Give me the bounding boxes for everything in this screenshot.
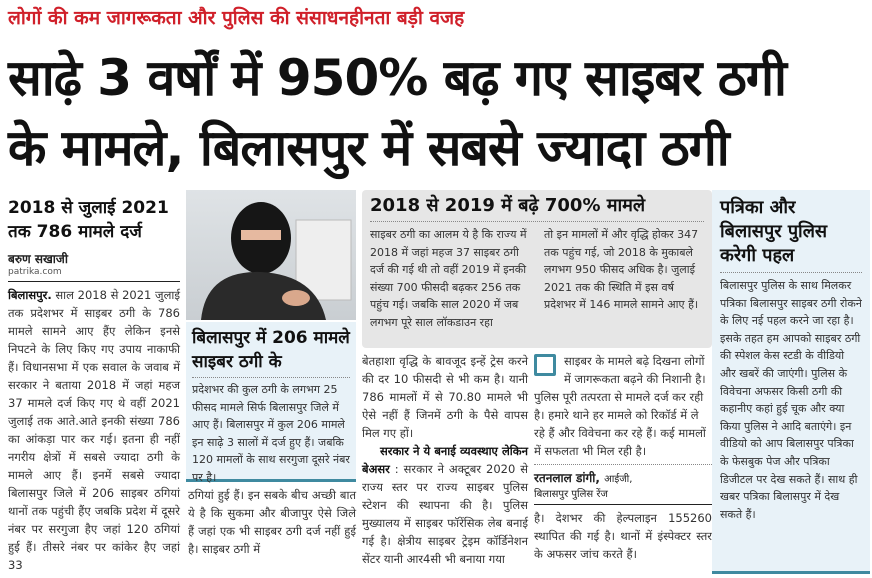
patrika-initiative-body: बिलासपुर पुलिस के साथ मिलकर पत्रिका बिलासपुर साइबर ठगी रोकने के लिए नई पहल करने जा रहा है। इसके तहत हम आपको साइबर ठगी की स्पेशल केस स्टडी के वीडियो और खबरें की जाएंगी। पुलिस के विवेचना अफसर किसी ठगी की कहानीए कहां हुई चूक और क्या किया पुलिस ने आदि बताएंगे। इन वीडियो को आप बिलासपुर पत्रिका के फेसबुक पेज और पत्रिका डिजीटल पर देख सकते हैं। साथ ही खबर पत्रिका बिलासपुर में देख सकते हैं। bbox=[720, 279, 862, 521]
left-subheading: 2018 से जुलाई 2021 तक 786 मामले दर्ज bbox=[8, 198, 169, 242]
dateline: बिलासपुर. bbox=[8, 288, 52, 302]
left-body-text: साल 2018 से 2021 जुलाई तक प्रदेशभर में साइबर ठगी के 786 मामले सामने आए हैंए लेकिन इनसे निपटने के लिए किए गए उपाय नाकाफी हैं। विधानसभा में एक सवाल के जवाब में सरकार ने बताया 2018 में जहां महज 37 मामले दर्ज किए गए थे वहीं 2021 जुलाई तक आते.आते इनकी संख्या 786 का आंकड़ा पार कर गई। इतना ही नहीं नगरीय क्षेत्रों में सबसे ज्यादा ठगी के मामले आए हैं। इनमें सबसे ज्यादा बिलासपुर जिले में 206 साइबर ठगियां थानों तक पहुंची हैंए जबकि प्रदेश में दूसरे नंबर पर सरगुजा हैए जहां 120 ठगियां हुई हैं। तीसरे नंबर पर कांकेर हैए जहां 33 bbox=[8, 288, 180, 572]
middle-subheading: सरकार ने ये बनाई व्यवस्थाए लेकिन बेअसर bbox=[362, 444, 528, 476]
hacker-photo bbox=[186, 190, 356, 320]
left-column bbox=[8, 196, 180, 574]
growth-box-title: 2018 से 2019 में बढ़े 700% मामले bbox=[370, 194, 704, 222]
quote-after-text: है। देशभर की हेल्पलाइन 155260 स्थापित की गई है। थानों में इंस्पेक्टर स्तर के अफसर जांच करते हैं। bbox=[534, 511, 712, 561]
middle-para-2 bbox=[362, 442, 528, 568]
growth-box bbox=[362, 190, 712, 348]
growth-box-col-2: तो इन मामलों में और वृद्धि होकर 347 तक पहुंच गई, जो 2018 के मुकाबले लगभग 950 फीसद अधिक है। जुलाई 2021 तक की स्थिति में इस वर्ष प्रदेशभर में 146 मामले सामने आए हैं। bbox=[544, 228, 699, 311]
headline-line-2: के मामले, बिलासपुर में सबसे ज्यादा ठगी bbox=[8, 119, 729, 177]
byline: बरुण सखाजी bbox=[8, 252, 68, 266]
middle-para-2-text: : सरकार ने अक्टूबर 2020 से राज्य स्तर पर राज्य साइबर पुलिस स्टेशन की स्थापना की है। पुलिस मुख्यालय में साइबर फॉरेंसिक लेब बनाई गई है। क्षेत्रीय साइबर ट्रेइम कॉर्डिनेशन सेंटर यानी आर4सी भी बनाया गया bbox=[362, 462, 528, 566]
quote-author bbox=[534, 469, 712, 486]
bilaspur-box bbox=[186, 322, 356, 482]
quote-author-title: आईजी, bbox=[604, 474, 633, 485]
patrika-initiative-title: पत्रिका और बिलासपुर पुलिस करेगी पहल bbox=[720, 196, 862, 273]
bilaspur-box-body: प्रदेशभर की कुल ठगी के लगभग 25 फीसद मामले सिर्फ बिलासपुर जिले में आए हैं। बिलासपुर में कुल 206 मामले इन साढ़े 3 सालों में दर्ज हुए हैं। जबकि 120 मामलों के साथ सरगुजा दूसरे नंबर पर है। bbox=[192, 383, 350, 484]
middle-para-1: बेतहाशा वृद्धि के बावजूद इन्हें ट्रेस करने की दर 10 फीसदी से भी कम है। यानी 786 मामलों में से 70.80 मामले भी ऐसे नहीं हैं जिनमें ठगी के पैसे वापस मिल गए हों। bbox=[362, 354, 528, 440]
growth-box-col-1: साइबर ठगी का आलम ये है कि राज्य में 2018 में जहां महज 37 साइबर ठगी दर्ज की गई थी तो वहीं 2019 में इनकी संख्या 700 फीसदी बढ़कर 256 तक पहुंच गई। जबकि साल 2020 में जब लगभग पूरे साल लॉकडाउन रहा bbox=[370, 228, 527, 329]
kicker: लोगों की कम जागरूकता और पुलिस की संसाधनहीनता बड़ी वजह bbox=[8, 7, 465, 29]
left-body bbox=[8, 286, 180, 574]
patrika-initiative-box bbox=[712, 190, 870, 574]
quote-block bbox=[534, 352, 712, 563]
below-box-text: ठगियां हुई हैं। इन सबके बीच अच्छी बात ये है कि सुकमा और बीजापुर ऐसे जिले हैं जहां एक भी साइबर ठगी दर्ज नहीं हुई है। साइबर ठगी में bbox=[188, 488, 356, 556]
middle-column bbox=[362, 352, 528, 568]
bilaspur-box-title: बिलासपुर में 206 मामले साइबर ठगी के bbox=[192, 326, 350, 378]
quote-icon bbox=[534, 354, 556, 376]
hacker-illustration-icon bbox=[186, 190, 356, 320]
quote-author-role: बिलासपुर पुलिस रेंज bbox=[534, 486, 712, 505]
headline-line-1: साढ़े 3 वर्षों में 950% बढ़ गए साइबर ठगी bbox=[8, 49, 786, 107]
quote-author-name: रतनलाल डांगी, bbox=[534, 471, 600, 485]
site-credit: patrika.com bbox=[8, 267, 180, 282]
quote-text: साइबर के मामले बढ़े दिखना लोगों में जागरूकता बढ़ने की निशानी है। पुलिस पूरी तत्परता से मामले दर्ज कर रही है। हमारे थाने हर मामले को रिकॉर्ड में ले रहे हैं और विवेचना कर रहे हैं। कई मामलों में सफलता भी मिल रही है। bbox=[534, 352, 712, 465]
